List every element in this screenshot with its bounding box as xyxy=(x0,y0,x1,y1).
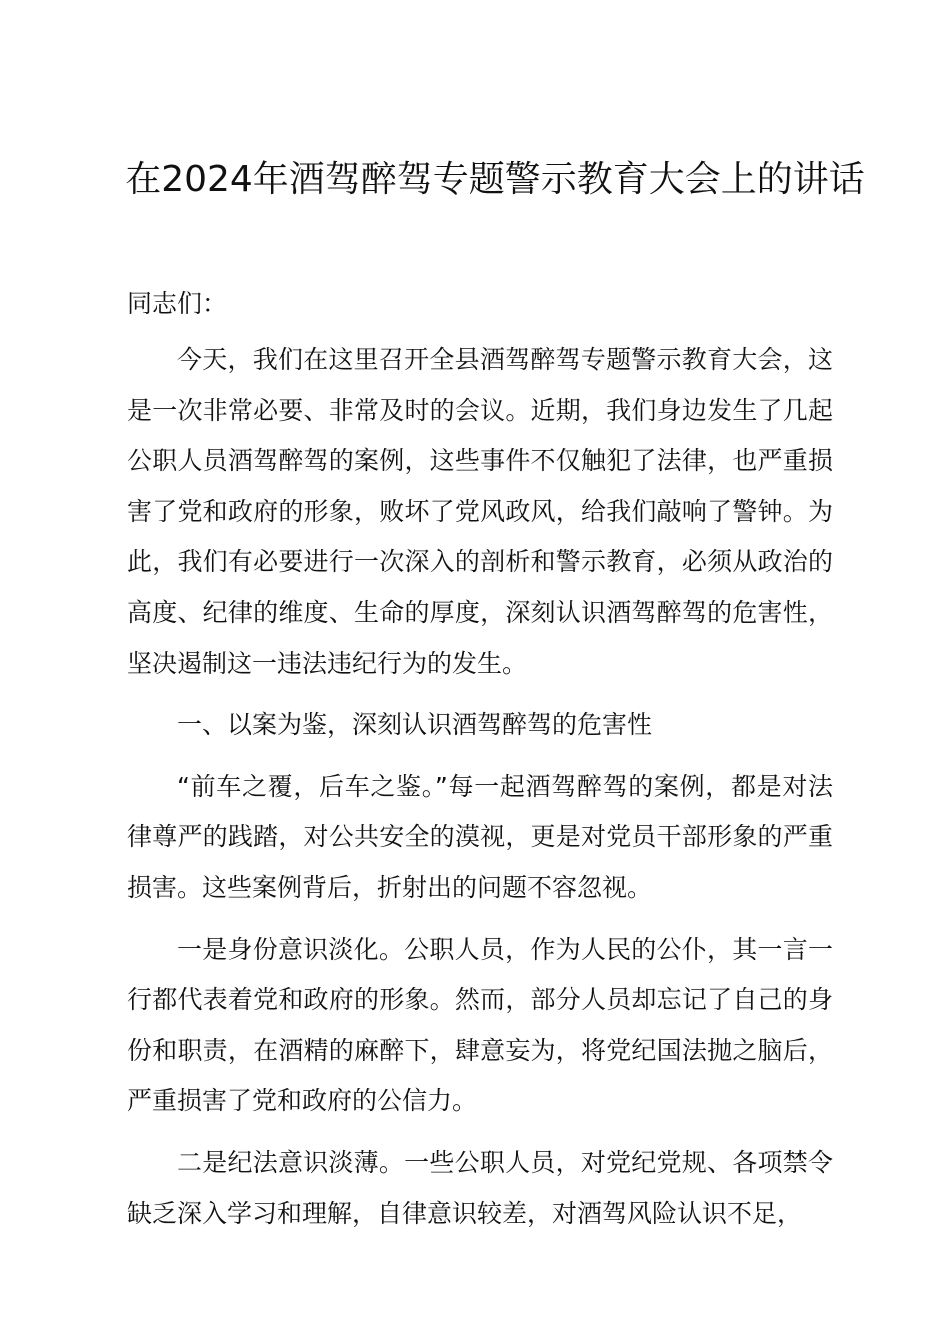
document-body xyxy=(127,284,833,1239)
paragraph-point-2: 二是纪法意识淡薄。一些公职人员，对党纪党规、各项禁令缺乏深入学习和理解，自律意识较差，对酒驾风险认识不足， xyxy=(127,1147,833,1228)
salutation: 同志们： xyxy=(127,289,228,318)
paragraph-opening: 今天，我们在这里召开全县酒驾醉驾专题警示教育大会，这是一次非常必要、非常及时的会议。近期，我们身边发生了几起公职人员酒驾醉驾的案例，这些事件不仅触犯了法律，也严重损害了党和政府的形象，败坏了党风政风，给我们敲响了警钟。为此，我们有必要进行一次深入的剖析和警示教育，必须从政治的高度、纪律的维度、生命的厚度，深刻认识酒驾醉驾的危害性，坚决遏制这一违法违纪行为的发生。 xyxy=(127,345,833,678)
paragraph-quote: “前车之覆，后车之鉴。”每一起酒驾醉驾的案例，都是对法律尊严的践踏，对公共安全的漠视，更是对党员干部形象的严重损害。这些案例背后，折射出的问题不容忽视。 xyxy=(127,771,833,902)
section-heading-1: 一、以案为鉴，深刻认识酒驾醉驾的危害性 xyxy=(177,710,653,740)
document-title: 在2024年酒驾醉驾专题警示教育大会上的讲话 xyxy=(125,159,865,200)
paragraph-point-1: 一是身份意识淡化。公职人员，作为人民的公仆，其一言一行都代表着党和政府的形象。然而，部分人员却忘记了自己的身份和职责，在酒精的麻醉下，肆意妄为，将党纪国法抛之脑后，严重损害了党和政府的公信力。 xyxy=(127,934,833,1116)
